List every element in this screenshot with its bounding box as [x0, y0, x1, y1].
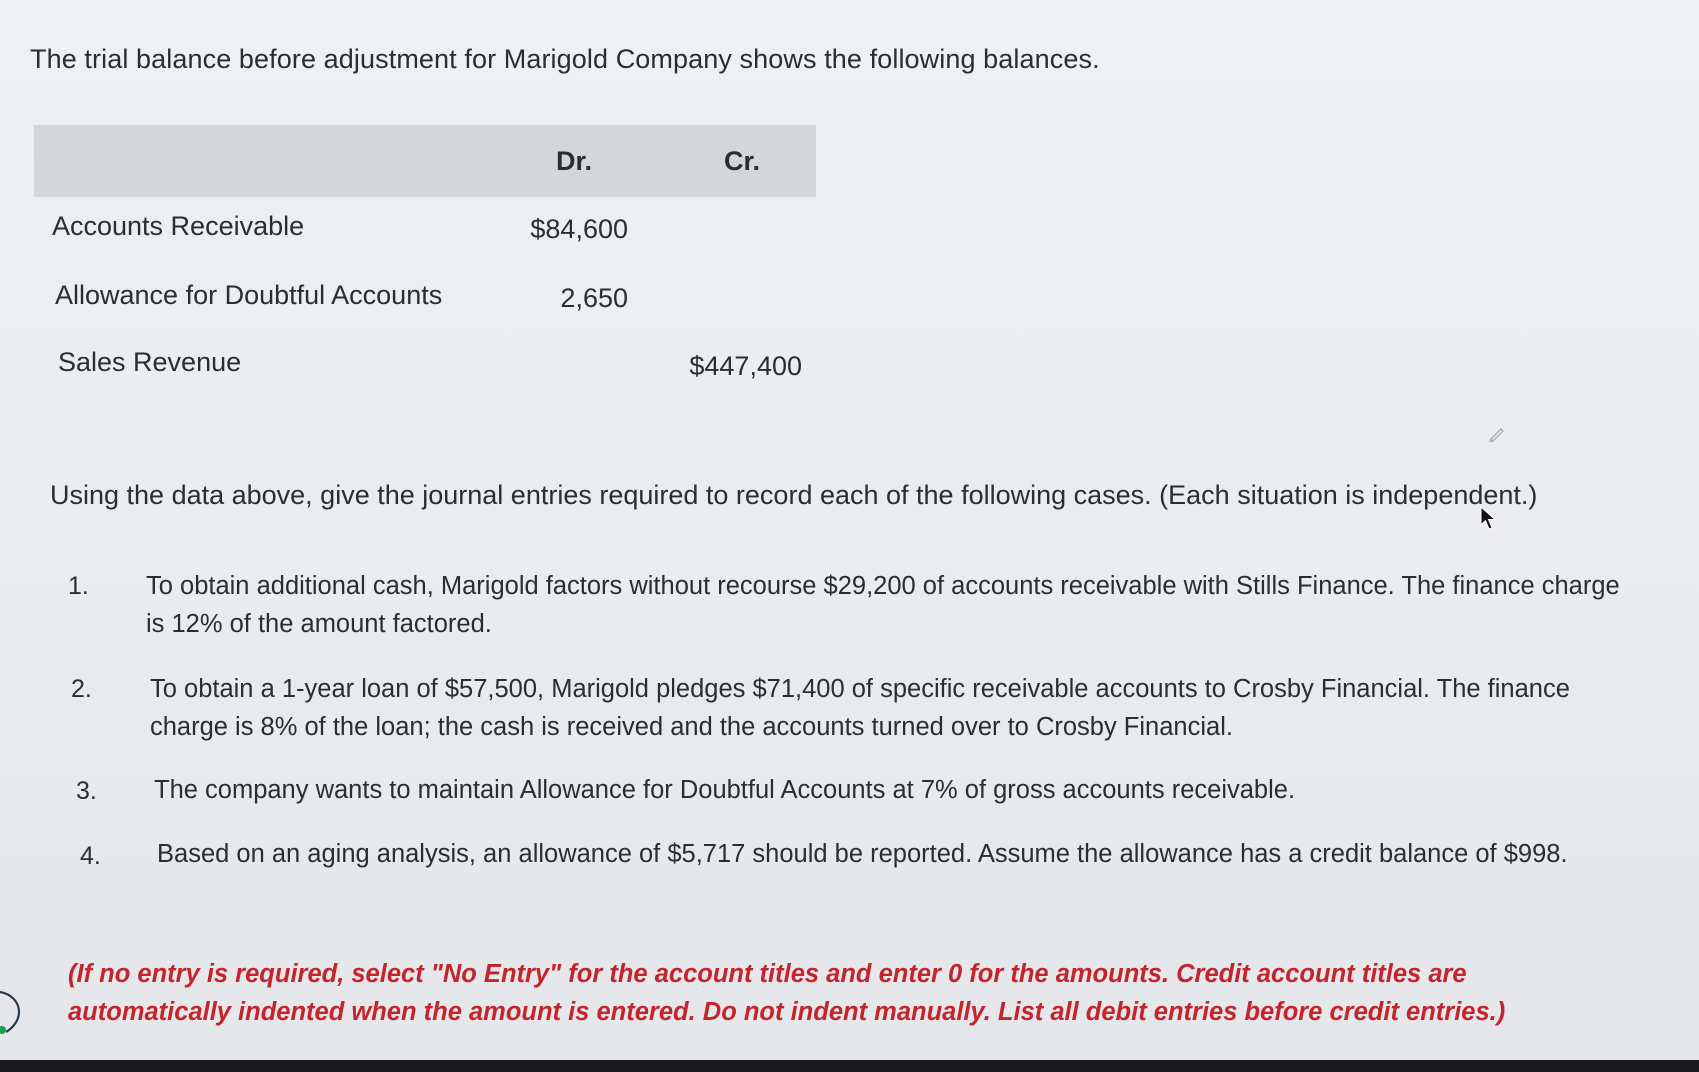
credit-amount: $447,400 — [689, 351, 802, 381]
debit-amount: 2,650 — [560, 283, 628, 313]
cr-header: Cr. — [724, 146, 761, 176]
account-name: Allowance for Doubtful Accounts — [55, 280, 443, 310]
intro-text: The trial balance before adjustment for Marigold Company shows the following balances. — [30, 44, 1100, 74]
case-number: 4. — [80, 842, 101, 870]
case-number: 3. — [76, 777, 97, 805]
trial-balance-header — [34, 125, 816, 197]
instructions-text: (If no entry is required, select "No Entry" for the account titles and enter 0 for the amounts. Credit account titles are automatically indented when the amount is entered. Do not indent manually. List all debit entries before credit entries.) — [68, 960, 1506, 1026]
case-number: 1. — [68, 572, 89, 600]
case-number: 2. — [71, 675, 92, 703]
pencil-icon — [1488, 424, 1506, 442]
case-text: The company wants to maintain Allowance for Doubtful Accounts at 7% of gross accounts receivable. — [154, 776, 1296, 804]
case-text: Based on an aging analysis, an allowance of $5,717 should be reported. Assume the allowance has a credit balance of $998. — [157, 840, 1568, 868]
case-text: To obtain a 1-year loan of $57,500, Marigold pledges $71,400 of specific receivable accounts to Crosby Financial. The finance charge is 8% of the loan; the cash is received and the accounts turned over to Crosby Financial. — [150, 675, 1570, 741]
account-name: Accounts Receivable — [52, 211, 305, 241]
case-text: To obtain additional cash, Marigold factors without recourse $29,200 of accounts receivable with Stills Finance. The finance charge is 12% of the amount factored. — [146, 572, 1620, 638]
refresh-icon — [0, 986, 28, 1042]
lead-in-text: Using the data above, give the journal entries required to record each of the following cases. (Each situation is independent.) — [50, 480, 1538, 510]
screen-bezel — [0, 1060, 1699, 1072]
debit-amount: $84,600 — [530, 214, 628, 244]
dr-header: Dr. — [556, 146, 593, 176]
mouse-pointer-icon — [1480, 506, 1498, 532]
account-name: Sales Revenue — [58, 347, 242, 377]
